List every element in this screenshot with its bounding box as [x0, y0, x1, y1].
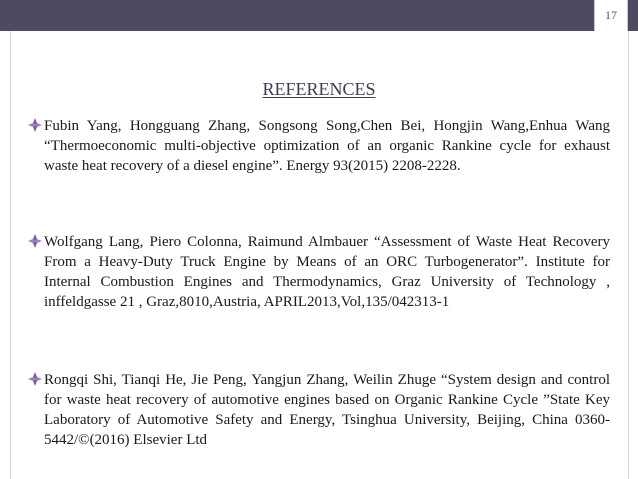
reference-text: Fubin Yang, Hongguang Zhang, Songsong Song,Chen Bei, Hongjin Wang,Enhua Wang “Thermoeconomic multi-objective optimization of an organic Rankine cycle for exhaust waste heat recovery of a diesel engine”. Energy 93(2015) 2208-2228.: [44, 118, 610, 174]
page-number-box: [594, 0, 628, 31]
reference-text: Wolfgang Lang, Piero Colonna, Raimund Almbauer “Assessment of Waste Heat Recovery From a Heavy-Duty Truck Engine by Means of an ORC Turbogenerator”. Institute for Internal Combustion Engines and Thermodynamics, Graz University of Technology , inffeldgasse 21 , Graz,8010,Austria, APRIL2013,Vol,135/042313-1: [44, 234, 610, 310]
diamond-bullet-icon: [28, 233, 42, 249]
page-number: 17: [605, 8, 617, 22]
reference-text: Rongqi Shi, Tianqi He, Jie Peng, Yangjun Zhang, Weilin Zhuge “System design and control for waste heat recovery of automotive engines based on Organic Rankine Cycle ”State Key Laboratory of Automotive Safety and Energy, Tsinghua University, Beijing, China 0360-5442/©(2016) Elsevier Ltd: [44, 372, 610, 448]
reference-item: [44, 232, 610, 312]
reference-item: [44, 116, 610, 176]
diamond-bullet-icon: [28, 117, 42, 133]
slide-title: REFERENCES: [262, 79, 376, 99]
reference-item: [44, 370, 610, 450]
diamond-bullet-icon: [28, 371, 42, 387]
header-bar: [0, 0, 638, 31]
